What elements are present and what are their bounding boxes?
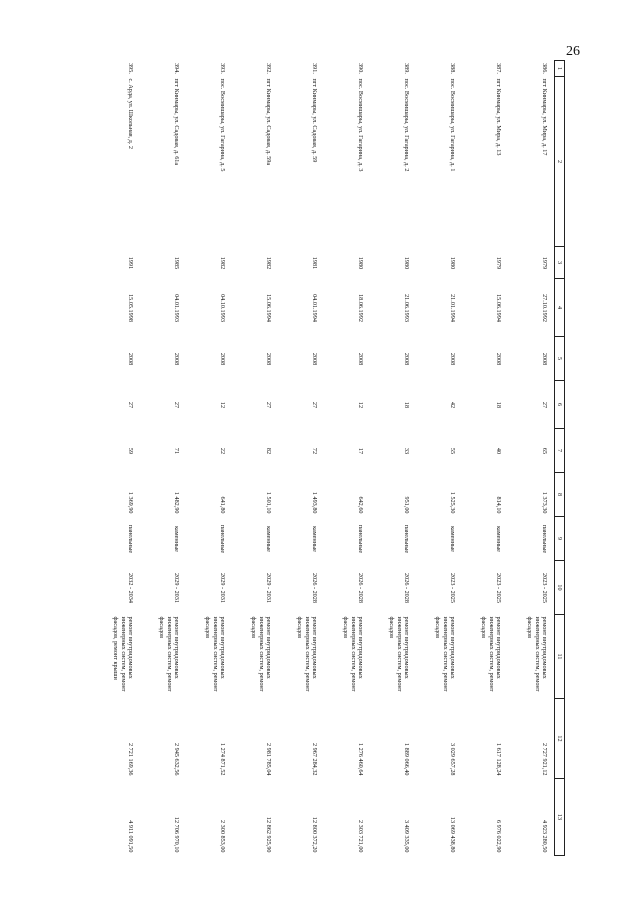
rotated-table-container: [29, 60, 565, 855]
column-header: 5: [555, 337, 565, 381]
col5-cell: 2008: [127, 352, 134, 366]
col7-cell: 22: [219, 447, 226, 455]
year-built-cell: 1980: [449, 256, 456, 270]
year-built-cell: 1979: [495, 256, 502, 270]
area-cell: 1 482,90: [173, 491, 180, 514]
page-number: 26: [566, 44, 580, 59]
works-cell: ремонт внутридомовых инженерных систем, ремонт фасадов: [158, 616, 180, 692]
area-cell: 642,60: [357, 496, 364, 514]
cost-total-cell: 2 300 853,00: [219, 820, 226, 853]
row-number: 386.: [541, 63, 548, 74]
address-cell: пгт Кинмары, ул. Садовая, д. 59а: [265, 78, 272, 166]
table-row: [140, 61, 186, 856]
wall-material-cell: панельные: [127, 524, 134, 554]
wall-material-cell: панельные: [219, 524, 226, 554]
col5-cell: 2008: [265, 352, 272, 366]
wall-material-cell: каменные: [265, 526, 272, 552]
repair-period-cell: 2023 - 2025: [449, 573, 456, 603]
date-cell: 04.01.1994: [311, 294, 318, 322]
buildings-table: [94, 60, 565, 856]
header-row: [555, 61, 565, 856]
area-cell: 1 373,30: [541, 491, 548, 514]
col7-cell: 40: [495, 447, 502, 455]
cost-cell: 2 721 169,36: [127, 743, 134, 776]
table-row: [232, 61, 278, 856]
area-cell: 1 369,90: [127, 491, 134, 514]
column-header: 7: [555, 429, 565, 473]
works-cell: ремонт внутридомовых инженерных систем, ремонт фасадов: [434, 616, 456, 692]
wall-material-cell: каменные: [311, 526, 318, 552]
table-row: [508, 61, 555, 856]
year-built-cell: 1979: [541, 256, 548, 270]
column-header: 4: [555, 279, 565, 337]
table-row: [324, 61, 370, 856]
year-built-cell: 1985: [173, 256, 180, 270]
row-number: 391.: [311, 63, 318, 74]
column-header: 10: [555, 561, 565, 615]
wall-material-cell: каменные: [495, 526, 502, 552]
wall-material-cell: каменные: [449, 526, 456, 552]
area-cell: 1 501,10: [265, 491, 272, 514]
repair-period-cell: 2026 - 2028: [311, 573, 318, 603]
row-number: 389.: [403, 63, 410, 74]
date-cell: 15.06.1994: [265, 294, 272, 322]
cost-cell: 2 727 921,12: [541, 743, 548, 776]
col6-cell: 27: [127, 401, 134, 409]
row-number: 394.: [173, 63, 180, 74]
col5-cell: 2008: [357, 352, 364, 366]
column-header: 11: [555, 615, 565, 699]
cost-total-cell: 6 976 022,90: [495, 820, 502, 853]
year-built-cell: 1980: [357, 256, 364, 270]
col7-cell: 33: [403, 447, 410, 455]
address-cell: с. Арда, ул. Школьная, д. 2: [127, 78, 134, 149]
repair-period-cell: 2029 - 2031: [219, 573, 226, 603]
column-header: 2: [555, 77, 565, 247]
year-built-cell: 1981: [311, 256, 318, 270]
date-cell: 04.01.1993: [173, 294, 180, 322]
column-header: 3: [555, 247, 565, 279]
works-cell: ремонт внутридомовых инженерных систем, ремонт фасадов: [204, 616, 226, 692]
repair-period-cell: 2026 - 2028: [403, 573, 410, 603]
area-cell: 1 525,30: [449, 491, 456, 514]
year-built-cell: 1991: [127, 256, 134, 270]
repair-period-cell: 2029 - 2031: [265, 573, 272, 603]
col7-cell: 17: [357, 447, 364, 455]
address-cell: пгт Кинмары, ул. Мира, д. 17: [541, 78, 548, 156]
table-row: [462, 61, 508, 856]
address-cell: пос. Восмишары, ул. Гагарина, д. 1: [449, 78, 456, 172]
row-number: 395.: [127, 63, 134, 74]
col7-cell: 65: [541, 447, 548, 455]
year-built-cell: 1982: [219, 256, 226, 270]
works-cell: ремонт внутридомовых инженерных систем, ремонт фасадов: [480, 616, 502, 692]
column-header: 9: [555, 517, 565, 561]
col5-cell: 2008: [449, 352, 456, 366]
cost-cell: 1 617 128,24: [495, 743, 502, 776]
col5-cell: 2008: [173, 352, 180, 366]
column-header: 8: [555, 473, 565, 517]
area-cell: 951,00: [403, 496, 410, 514]
col7-cell: 82: [265, 447, 272, 455]
col6-cell: 12: [357, 401, 364, 409]
col6-cell: 12: [219, 401, 226, 409]
address-cell: пгт Кинмары, ул. Мира, д. 13: [495, 78, 502, 156]
row-number: 392.: [265, 63, 272, 74]
table-row: [370, 61, 416, 856]
repair-period-cell: 2026 - 2028: [357, 573, 364, 603]
date-cell: 18.06.1992: [357, 294, 364, 322]
col7-cell: 72: [311, 447, 318, 455]
address-cell: пгт Кинмары, ул. Садовая, д. 59: [311, 78, 318, 163]
row-number: 387.: [495, 63, 502, 74]
repair-period-cell: 2023 - 2025: [541, 573, 548, 603]
area-cell: 641,80: [219, 496, 226, 514]
wall-material-cell: каменные: [173, 526, 180, 552]
cost-cell: 2 967 284,32: [311, 743, 318, 776]
col5-cell: 2008: [403, 352, 410, 366]
repair-period-cell: 2029 - 2031: [173, 573, 180, 603]
date-cell: 27.10.1992: [541, 294, 548, 322]
table-row: [94, 61, 140, 856]
date-cell: 21.06.1993: [403, 294, 410, 322]
col5-cell: 2008: [495, 352, 502, 366]
address-cell: пос. Восмишары, ул. Гагарина, д. 3: [357, 78, 364, 172]
cost-total-cell: 12 800 372,20: [311, 816, 318, 853]
col7-cell: 59: [127, 447, 134, 455]
area-cell: 1 493,80: [311, 491, 318, 514]
works-cell: ремонт внутридомовых инженерных систем, ремонт фасадов: [250, 616, 272, 692]
repair-period-cell: 2032 - 2034: [127, 573, 134, 603]
address-cell: пгт Кинмары, ул. Садовая, д. 61а: [173, 78, 180, 166]
date-cell: 15.05.1998: [127, 294, 134, 322]
cost-total-cell: 13 069 438,80: [449, 816, 456, 853]
row-number: 390.: [357, 63, 364, 74]
col6-cell: 18: [495, 401, 502, 409]
table-body: [94, 61, 555, 856]
col6-cell: 27: [311, 401, 318, 409]
cost-total-cell: 12 862 925,90: [265, 816, 272, 853]
wall-material-cell: панельные: [541, 524, 548, 554]
cost-total-cell: 2 303 721,00: [357, 820, 364, 853]
date-cell: 04.10.1993: [219, 294, 226, 322]
col6-cell: 27: [265, 401, 272, 409]
address-cell: пос. Восмишары, ул. Гагарина, д. 2: [403, 78, 410, 172]
cost-cell: 1 889 066,40: [403, 743, 410, 776]
cost-total-cell: 12 706 970,10: [173, 816, 180, 853]
table-row: [278, 61, 324, 856]
cost-cell: 1 274 871,52: [219, 743, 226, 776]
table-row: [416, 61, 462, 856]
col5-cell: 2008: [219, 352, 226, 366]
cost-cell: 3 029 657,28: [449, 743, 456, 776]
table-row: [186, 61, 232, 856]
cost-total-cell: 4 911 091,50: [127, 820, 134, 853]
col5-cell: 2008: [541, 352, 548, 366]
works-cell: ремонт внутридомовых инженерных систем, ремонт фасадов, ремонт крыши: [112, 616, 134, 692]
col6-cell: 18: [403, 401, 410, 409]
area-cell: 814,10: [495, 496, 502, 514]
col6-cell: 42: [449, 401, 456, 409]
cost-cell: 2 981 785,04: [265, 743, 272, 776]
col6-cell: 27: [173, 401, 180, 409]
wall-material-cell: панельные: [357, 524, 364, 554]
column-header: 1: [555, 61, 565, 77]
col5-cell: 2008: [311, 352, 318, 366]
date-cell: 21.01.1994: [449, 294, 456, 322]
row-number: 388.: [449, 63, 456, 74]
cost-cell: 2 945 632,56: [173, 743, 180, 776]
repair-period-cell: 2023 - 2025: [495, 573, 502, 603]
row-number: 393.: [219, 63, 226, 74]
year-built-cell: 1980: [403, 256, 410, 270]
cost-cell: 1 276 460,64: [357, 743, 364, 776]
column-header: 12: [555, 699, 565, 779]
cost-total-cell: 3 409 335,00: [403, 820, 410, 853]
col6-cell: 27: [541, 401, 548, 409]
cost-total-cell: 4 923 280,50: [541, 820, 548, 853]
column-header: 6: [555, 381, 565, 429]
year-built-cell: 1982: [265, 256, 272, 270]
col7-cell: 71: [173, 447, 180, 455]
column-header: 13: [555, 779, 565, 856]
works-cell: ремонт внутридомовых инженерных систем, ремонт фасадов: [342, 616, 364, 692]
works-cell: ремонт внутридомовых инженерных систем, ремонт фасадов: [296, 616, 318, 692]
date-cell: 15.06.1994: [495, 294, 502, 322]
wall-material-cell: панельные: [403, 524, 410, 554]
address-cell: пос. Восмишары, ул. Гагарина, д. 5: [219, 78, 226, 172]
works-cell: ремонт внутридомовых инженерных систем, ремонт фасадов: [388, 616, 410, 692]
col7-cell: 55: [449, 447, 456, 455]
works-cell: ремонт внутридомовых инженерных систем, ремонт фасадов: [526, 616, 548, 692]
